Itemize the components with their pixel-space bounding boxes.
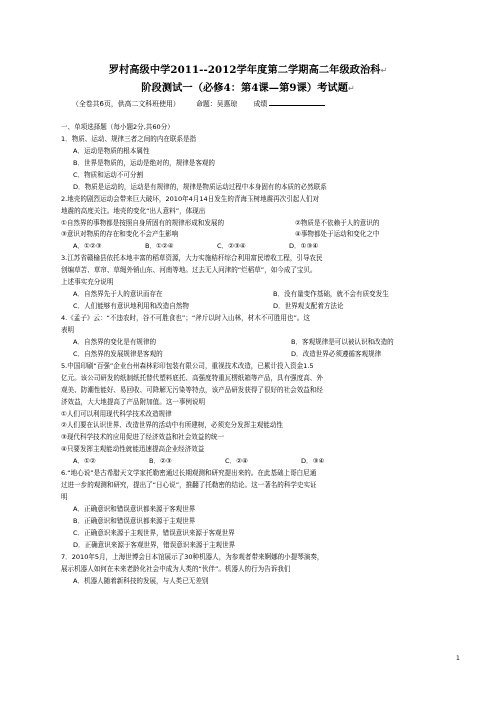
q3-option-d: D．世界观支配着方法论 — [273, 302, 344, 311]
q4-option-d: D．改造世界必须遵循客观规律 — [291, 349, 382, 358]
q5-statement-1: ①人们可以利用现代科学技术改造规律 — [61, 409, 172, 418]
question-5-stem-end: 济效益，大大地提高了产品附加值。这一事例说明 — [61, 397, 206, 406]
q5-statement-4: ④只要发挥主观能动性就能迅速提高企业经济效益 — [61, 445, 205, 454]
q2-statement-2: ②物质是不依赖于人的意识的 — [295, 218, 380, 227]
q7-option-a: A．机器人随着新科技的发展，与人类已无差别 — [73, 576, 209, 585]
q3-options-row-1 — [61, 289, 439, 301]
q2-option-d: D．①③④ — [289, 242, 319, 251]
question-7-stem-cont: 展示机器人如何在未来老龄化社会中成为人类的“伙伴”。机器人的行为告诉我们 — [61, 564, 291, 573]
q5-option-b: B．②③ — [149, 457, 172, 466]
exam-info: （全卷共6页，供高二文科班使用） — [72, 100, 180, 108]
question-4-stem-cont: 表明 — [61, 325, 75, 334]
question-3-stem-cont: 创编草苫、草帘、草绳外销山东、河南等地。过去无人问津的“烂稻草”，如今成了宝贝。 — [61, 266, 317, 275]
q4-option-a: A．自然界的变化是有规律的 — [73, 337, 157, 346]
q4-option-c: C．自然界的发展规律是客观的 — [73, 349, 163, 358]
exam-author: 命题：吴惠琼 — [195, 100, 238, 108]
q5-option-d: D．③④ — [301, 457, 325, 466]
question-3-stem-end: 上述事实充分说明 — [61, 278, 114, 287]
q2-option-c: C．②③④ — [217, 242, 246, 251]
q1-option-d: D．物质是运动的，运动是有规律的，规律是物质运动过程中本身固有的本质的必然联系 — [73, 182, 327, 191]
q3-option-a: A．自然界先于人的意识而存在 — [73, 290, 163, 299]
q5-statement-3: ③现代科学技术的应用促进了经济效益和社会效益的统一 — [61, 433, 224, 442]
question-5-stem-cont: 亿元。该公司研发的纸制纸托替代塑料底托、高强度特重瓦楞纸箱等产品，具有强度高、外 — [61, 373, 323, 382]
q6-option-b: B．正确意识和错误意识都来源于主观世界 — [73, 516, 196, 525]
q6-option-c: C．正确意识来源于主观世界，错误意识来源于客观世界 — [73, 528, 235, 537]
line-break-mark: ↵ — [380, 66, 388, 75]
q4-option-b: B．客观规律是可以被认识和改造的 — [291, 337, 394, 346]
question-5-stem: 5.中国印刷“百强”企业台州森林彩印包装有限公司，重视技术改造，已累计投入资金1.5 — [61, 361, 314, 370]
q4-options-row-2 — [61, 349, 439, 361]
q2-statement-4: ④事物都处于运动和变化之中 — [295, 230, 380, 239]
q1-option-b: B．世界是物质的，运动是绝对的，规律是客观的 — [73, 158, 215, 167]
title-text-1: 罗村高级中学2011--2012学年度第二学期高二年级政治科 — [108, 64, 381, 76]
q3-options-row-2 — [61, 301, 439, 313]
q3-option-b: B．没有量变作基础，就不会有质变发生 — [273, 290, 389, 299]
score-label: 成绩 — [253, 100, 268, 108]
q1-option-c: C．物质和运动不可分割 — [73, 170, 144, 179]
section-heading: 一、单项选择题（每小题2分,共60分） — [61, 123, 174, 131]
question-6-stem: 6.“地心说”是古希腊天文学家托勒密通过长期观测和研究提出来的。在此基础上哥白尼通 — [61, 469, 317, 478]
question-1-stem: 1．物质、运动、规律三者之间的内在联系是指 — [61, 134, 197, 143]
q5-options — [61, 456, 439, 468]
q2-statement-1: ①自然界的事物都是按照自身所固有的规律形成和发展的 — [61, 218, 224, 227]
q2-option-a: A．①②③ — [73, 242, 102, 251]
q2-statements-row-2 — [61, 229, 439, 241]
q5-option-c: C．②④ — [225, 457, 248, 466]
q2-statement-3: ③意识对物质的存在和变化不会产生影响 — [61, 230, 179, 239]
question-4-stem: 4.《孟子》云：“不违农时，谷不可胜食也”；“斧斤以时入山林，材木不可胜用也”。这 — [61, 314, 310, 322]
q2-options — [61, 241, 439, 253]
question-2-stem: 2.地壳的剧烈运动会带来巨大破坏，2010年4月14日发生的青海玉树地震再次引起人们对 — [61, 194, 320, 203]
q3-option-c: C．人们能够有意识地利用和改造自然物 — [73, 302, 189, 311]
exam-body — [61, 122, 439, 588]
question-7-stem: 7．2010年5月，上海世博会日本馆展示了30种机器人，为参观者带来婀娜的小提琴演奏， — [61, 552, 324, 561]
exam-meta — [72, 98, 339, 108]
question-3-stem: 3.江苏省赣榆县依托本地丰富的稻草资源，大力实施秸秆综合利用富民增收工程，引导农民 — [61, 254, 323, 263]
page-number: 1 — [456, 655, 460, 662]
question-2-stem-cont: 地震的高度关注。地壳的变化“出人意料”，体现出 — [61, 206, 206, 215]
q4-options-row-1 — [61, 337, 439, 349]
title-line-1 — [0, 58, 496, 77]
q1-option-a: A．运动是物质的根本属性 — [73, 146, 150, 155]
title-text-2: 阶段测试一（必修4：第4课—第9课）考试题 — [141, 82, 349, 94]
q6-option-a: A．正确意识和错误意识都来源于客观世界 — [73, 505, 196, 513]
question-6-stem-cont: 过进一步的观测和研究，提出了“日心说”，推翻了托勒密的结论。这一著名的科学史实证 — [61, 481, 317, 490]
question-5-stem-cont: 观美、防潮性能好、易回收、可降解无污染等特点，该产品研发获得了很好的社会效益和经 — [61, 385, 323, 394]
q2-option-b: B．①②④ — [145, 242, 174, 251]
q5-option-a: A．①② — [73, 457, 96, 466]
question-6-stem-end: 明 — [61, 493, 68, 502]
title-line-2 — [0, 76, 496, 95]
score-blank — [269, 99, 325, 106]
line-break-mark: ↵ — [348, 84, 355, 93]
q6-option-d: D．正确意识来源于客观世界，错误意识来源于主观世界 — [73, 540, 236, 549]
q5-statement-2: ②人们要在认识世界、改造世界的活动中有所建树，必须充分发挥主观能动性 — [61, 421, 283, 430]
q2-statements-row-1 — [61, 218, 439, 230]
